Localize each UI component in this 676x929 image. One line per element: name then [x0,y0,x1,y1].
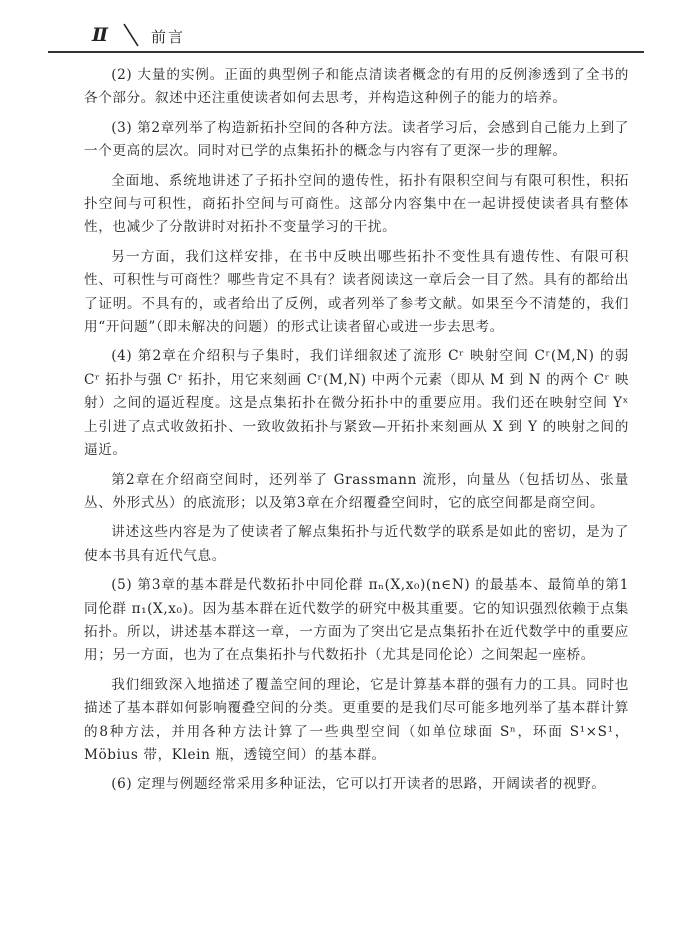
paragraph: (2) 大量的实例。正面的典型例子和能点清读者概念的有用的反例渗透到了全书的各个部分。叙述中还注重使读者如何去思考，并构造这种例子的能力的培养。 [84,67,629,107]
paragraph: (3) 第2章列举了构造新拓扑空间的各种方法。读者学习后，会感到自己能力上到了一个更高的层次。同时对已学的点集拓扑的概念与内容有了更深一步的理解。 [84,119,629,160]
preface-body [84,64,629,803]
page-number: Ⅱ [92,24,110,46]
paragraph: (5) 第3章的基本群是代数拓扑中同伦群 πₙ(X,x₀)(n∈N) 的最基本、最简单的第1同伦群 π₁(X,x₀)。因为基本群在近代数学的研究中极其重要。它的知识强烈依赖于点集拓扑。所以，讲述基本群这一章，一方面为了突出它是点集拓扑在近代数学中的重要应用；另一方面，也为了在点集拓扑与代数拓扑（尤其是同伦论）之间架起一座桥。 [84,577,629,664]
paragraph: 讲述这些内容是为了使读者了解点集拓扑与近代数学的联系是如此的密切，是为了使本书具有近代气息。 [84,524,629,564]
running-header [48,22,644,52]
paragraph: 全面地、系统地讲述了子拓扑空间的遗传性，拓扑有限积空间与有限可积性，积拓扑空间与可积性，商拓扑空间与可商性。这部分内容集中在一起讲授使读者具有整体性，也减少了分散讲时对拓扑不变量学习的干扰。 [84,172,629,236]
paragraph: (6) 定理与例题经常采用多种证法，它可以打开读者的思路，开阔读者的视野。 [111,776,606,793]
paragraph: 第2章在介绍商空间时，还列举了 Grassmann 流形，向量丛（包括切丛、张量丛、外形式丛）的底流形；以及第3章在介绍覆叠空间时，它的底空间都是商空间。 [84,471,629,511]
paragraph: 另一方面，我们这样安排，在书中反映出哪些拓扑不变性具有遗传性、有限可积性、可积性与可商性？哪些肯定不具有？读者阅读这一章后会一目了然。具有的都给出了证明。不具有的，或者给出了反例，或者列举了参考文献。如果至今不清楚的，我们用“开问题”（即未解决的问题）的形式让读者留心或进一步去思考。 [84,248,629,336]
paragraph: 我们细致深入地描述了覆盖空间的理论，它是计算基本群的强有力的工具。同时也描述了基本群如何影响覆叠空间的分类。更重要的是我们尽可能多地列举了基本群计算的8种方法，并用各种方法计算了一些典型空间（如单位球面 Sⁿ，环面 S¹×S¹，Möbius 带，Klein 瓶，透镜空间）的基本群。 [84,676,629,763]
paragraph: (4) 第2章在介绍积与子集时，我们详细叙述了流形 Cʳ 映射空间 Cʳ(M,N) 的弱 Cʳ 拓扑与强 Cʳ 拓扑，用它来刻画 Cʳ(M,N) 中两个元素（即从 M 到 N 的两个 Cʳ 映射）之间的逼近程度。这是点集拓扑在微分拓扑中的重要应用。我们还在映射空间 Yˣ 上引进了点式收敛拓扑、一致收敛拓扑与紧致—开拓扑来刻画从 X 到 Y 的映射之间的逼近。 [84,348,630,459]
running-title: 前言 [151,28,186,46]
header-rule [48,51,644,53]
header-separator-slash [120,22,142,48]
